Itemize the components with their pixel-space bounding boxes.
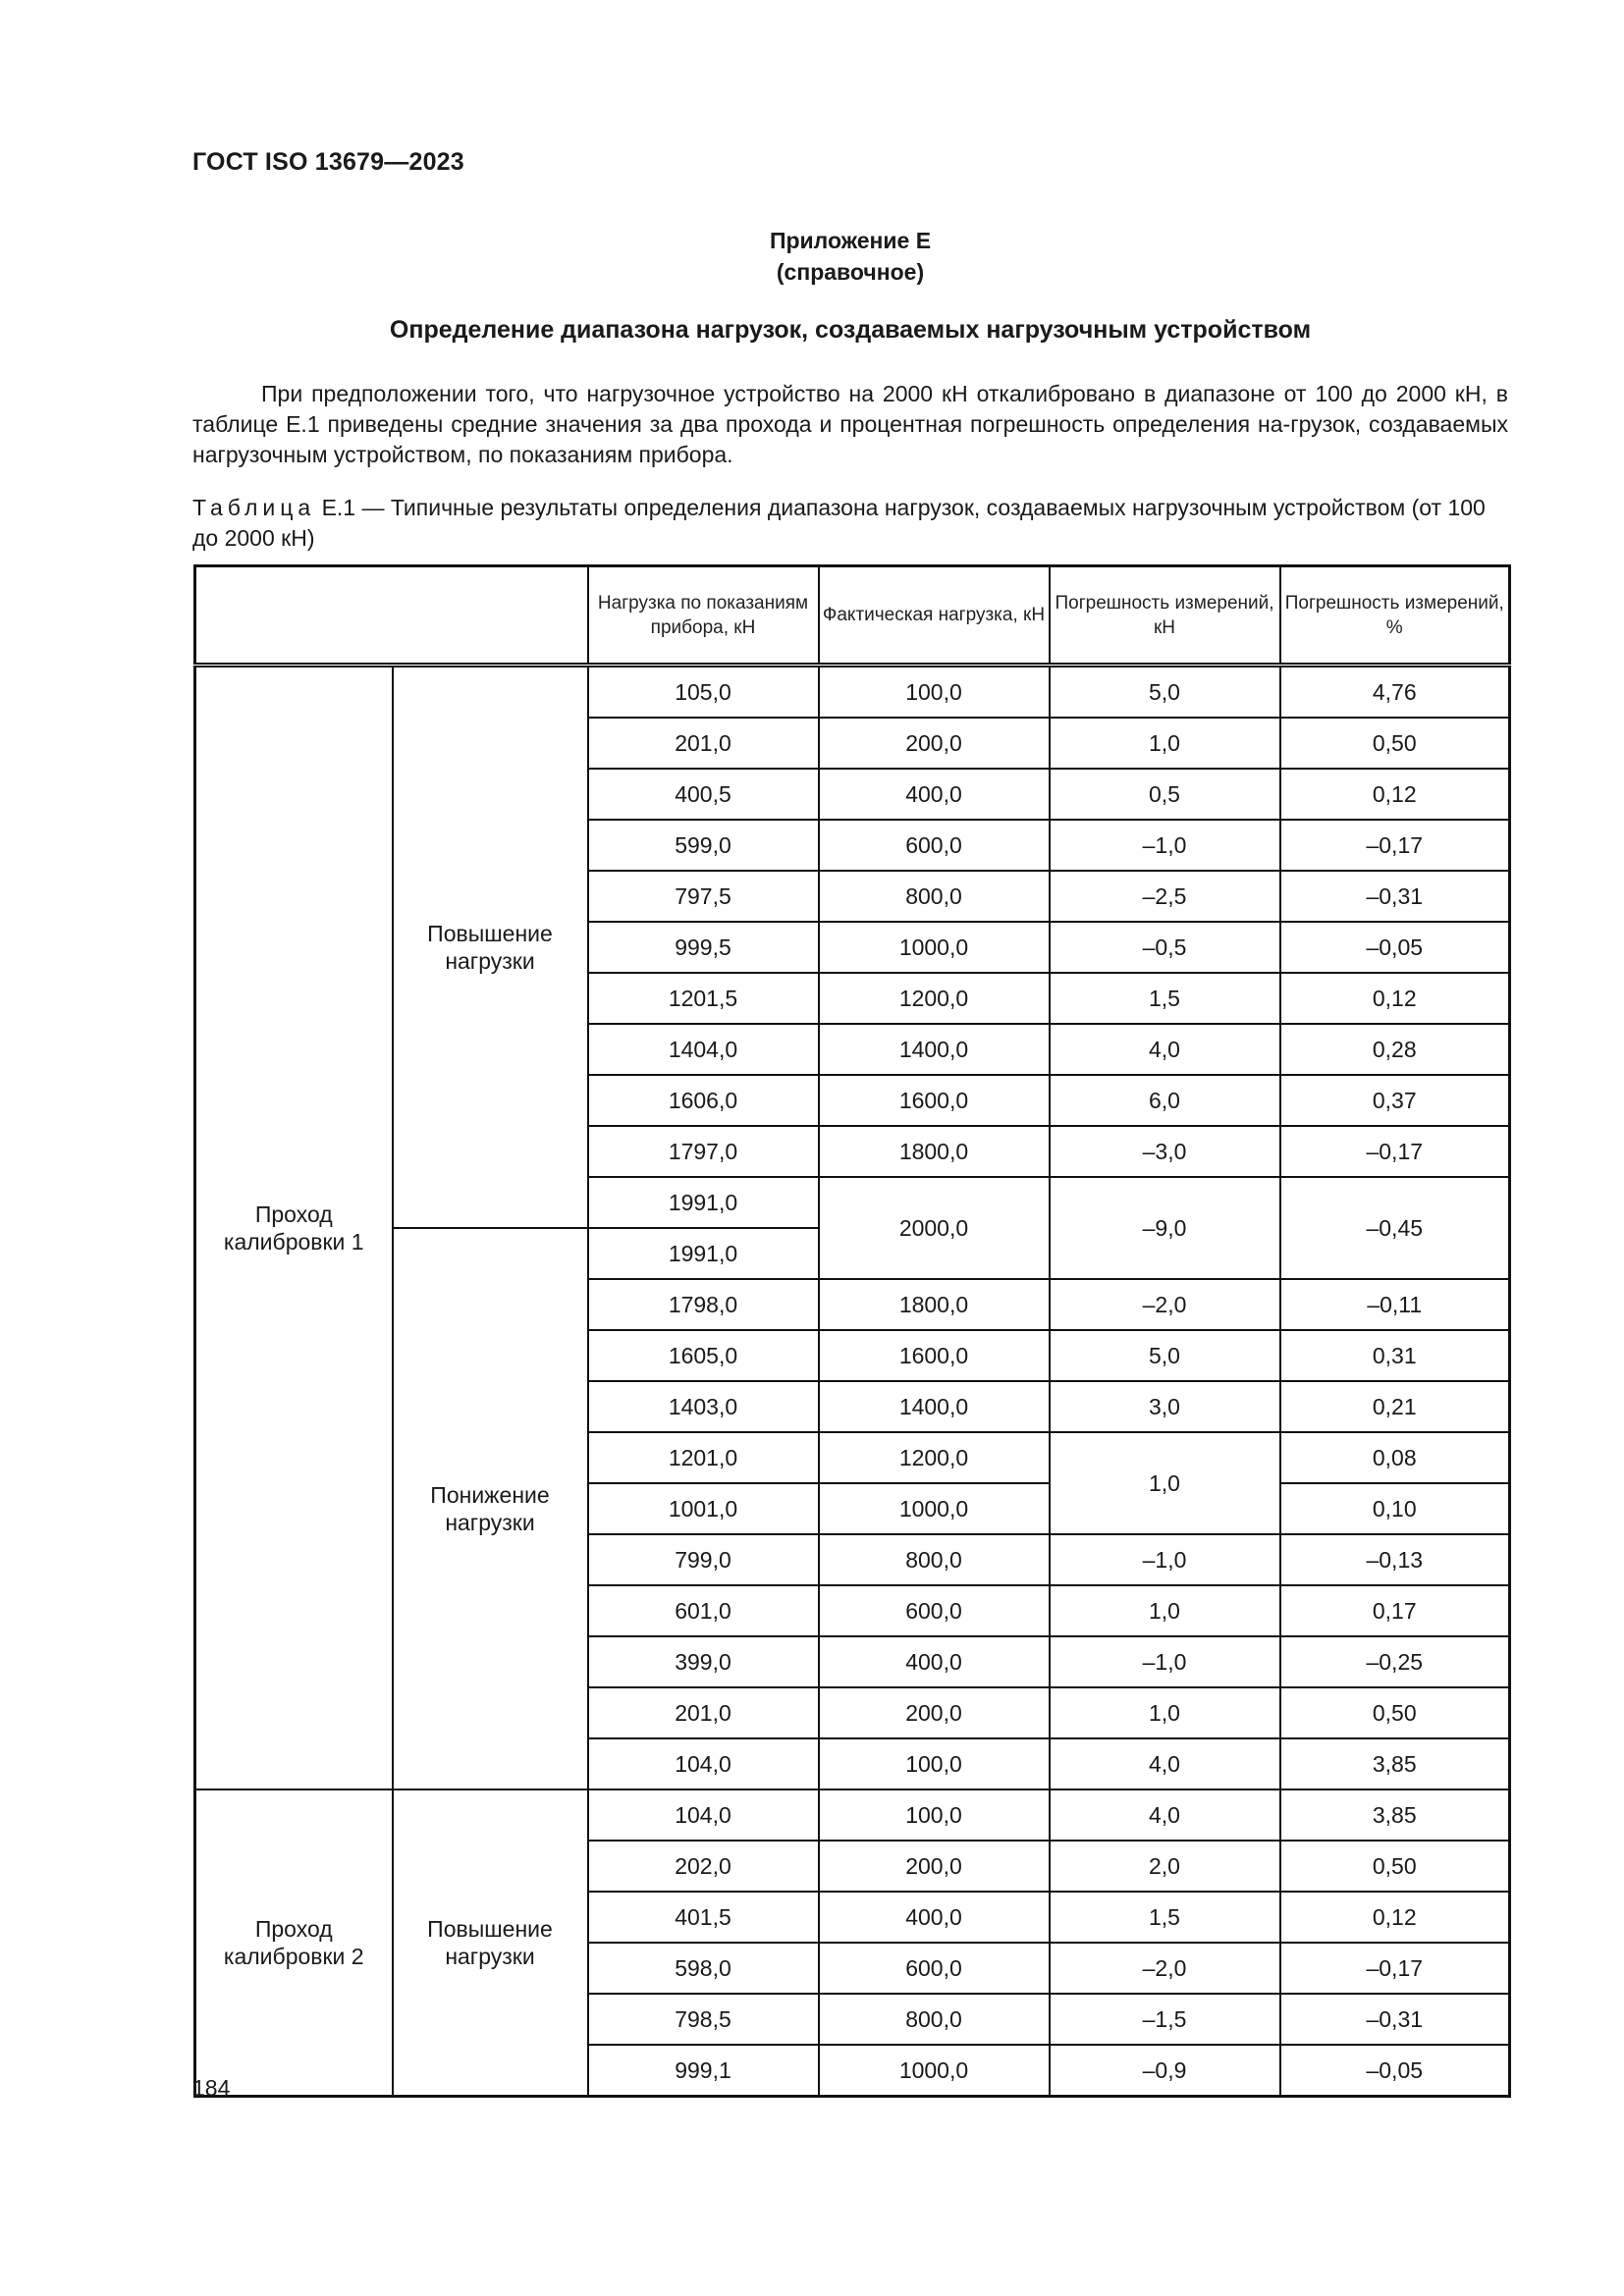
cell-actual: 800,0 [819, 1534, 1050, 1585]
cell-indicated: 999,1 [588, 2045, 819, 2097]
cell-error-kn: 1,0 [1050, 718, 1280, 769]
appendix-title: Приложение Е [769, 228, 932, 253]
cell-indicated: 1797,0 [588, 1126, 819, 1177]
cell-actual: 1000,0 [819, 1483, 1050, 1534]
cell-error-percent: 0,12 [1280, 769, 1510, 820]
group-increase-1: Повышение нагрузки [393, 666, 588, 1229]
header-blank-cell [195, 566, 588, 666]
cell-error-percent: 0,31 [1280, 1330, 1510, 1381]
cell-indicated: 1201,0 [588, 1432, 819, 1483]
cell-indicated: 401,5 [588, 1892, 819, 1943]
cell-indicated: 798,5 [588, 1994, 819, 2045]
document-header: ГОСТ ISO 13679—2023 [192, 148, 464, 176]
header-error-percent: Погрешность измерений, % [1280, 566, 1510, 666]
cell-actual: 200,0 [819, 1687, 1050, 1738]
cell-error-kn: 2,0 [1050, 1841, 1280, 1892]
cell-error-percent: 4,76 [1280, 666, 1510, 719]
cell-error-percent: 0,08 [1280, 1432, 1510, 1483]
cell-actual: 100,0 [819, 1738, 1050, 1789]
cell-actual: 800,0 [819, 1994, 1050, 2045]
cell-indicated: 105,0 [588, 666, 819, 719]
cell-actual: 1800,0 [819, 1126, 1050, 1177]
cell-indicated: 104,0 [588, 1738, 819, 1789]
group-decrease-1: Понижение нагрузки [393, 1228, 588, 1789]
table-caption-prefix: Таблица [192, 495, 316, 520]
cell-error-kn: 4,0 [1050, 1789, 1280, 1841]
cell-error-kn: 3,0 [1050, 1381, 1280, 1432]
header-actual-load: Фактическая нагрузка, кН [819, 566, 1050, 666]
cell-error-kn: –1,0 [1050, 1636, 1280, 1687]
cell-error-percent: –0,13 [1280, 1534, 1510, 1585]
cell-error-percent: 0,17 [1280, 1585, 1510, 1636]
table-caption-text: Е.1 — Типичные результаты определения диапазона нагрузок, создаваемых нагрузочным устройством (от 100 до 2000 кН) [192, 495, 1486, 551]
cell-error-percent: 0,10 [1280, 1483, 1510, 1534]
cell-error-percent: 0,21 [1280, 1381, 1510, 1432]
cell-error-kn: 1,0 [1050, 1585, 1280, 1636]
cell-error-percent: 0,28 [1280, 1024, 1510, 1075]
cell-actual: 200,0 [819, 1841, 1050, 1892]
cell-actual: 1600,0 [819, 1075, 1050, 1126]
header-indicated-load: Нагрузка по показаниям прибора, кН [588, 566, 819, 666]
appendix-heading [192, 225, 1508, 288]
cell-error-percent: –0,31 [1280, 871, 1510, 922]
section-title: Определение диапазона нагрузок, создаваемых нагрузочным устройством [389, 316, 1312, 344]
cell-error-kn: –2,0 [1050, 1279, 1280, 1330]
cell-actual: 800,0 [819, 871, 1050, 922]
cell-error-percent: –0,05 [1280, 922, 1510, 973]
results-table [193, 564, 1511, 2098]
cell-actual: 600,0 [819, 1943, 1050, 1994]
cell-actual: 1400,0 [819, 1024, 1050, 1075]
cell-error-kn: 5,0 [1050, 1330, 1280, 1381]
cell-error-percent: 3,85 [1280, 1738, 1510, 1789]
cell-error-percent: –0,11 [1280, 1279, 1510, 1330]
cell-error-kn: –1,5 [1050, 1994, 1280, 2045]
cell-error-kn: 6,0 [1050, 1075, 1280, 1126]
cell-actual: 1000,0 [819, 922, 1050, 973]
cell-error-percent: 0,50 [1280, 1841, 1510, 1892]
cell-actual: 1800,0 [819, 1279, 1050, 1330]
cell-indicated: 1403,0 [588, 1381, 819, 1432]
intro-paragraph: При предположении того, что нагрузочное устройство на 2000 кН откалибровано в диапазоне от 100 до 2000 кН, в таблице Е.1 приведены средние значения за два прохода и процентная погрешность определения на-грузок, создаваемых нагрузочным устройством, по показаниям прибора. [192, 381, 1508, 467]
cell-actual: 100,0 [819, 666, 1050, 719]
group-increase-2: Повышение нагрузки [393, 1789, 588, 2097]
cell-error-kn: 1,5 [1050, 973, 1280, 1024]
header-error-kn: Погрешность измерений, кН [1050, 566, 1280, 666]
table-row [195, 666, 1510, 719]
cell-indicated: 1798,0 [588, 1279, 819, 1330]
cell-indicated: 1991,0 [588, 1228, 819, 1279]
cell-indicated: 1404,0 [588, 1024, 819, 1075]
cell-indicated: 202,0 [588, 1841, 819, 1892]
table-header-row [195, 566, 1510, 666]
cell-error-percent: –0,31 [1280, 1994, 1510, 2045]
cell-error-percent: –0,17 [1280, 820, 1510, 871]
cell-indicated: 1605,0 [588, 1330, 819, 1381]
appendix-subtitle: (справочное) [776, 259, 925, 285]
cell-error-percent: 0,12 [1280, 973, 1510, 1024]
cell-actual: 600,0 [819, 820, 1050, 871]
cell-error-kn: –0,9 [1050, 2045, 1280, 2097]
cell-indicated: 999,5 [588, 922, 819, 973]
cell-actual: 1200,0 [819, 1432, 1050, 1483]
cell-indicated: 400,5 [588, 769, 819, 820]
cell-actual: 1200,0 [819, 973, 1050, 1024]
cell-indicated: 1001,0 [588, 1483, 819, 1534]
cell-actual: 1600,0 [819, 1330, 1050, 1381]
cell-indicated: 599,0 [588, 820, 819, 871]
group-pass-2: Проход калибровки 2 [195, 1789, 393, 2097]
cell-actual: 400,0 [819, 1636, 1050, 1687]
cell-error-percent: 0,37 [1280, 1075, 1510, 1126]
table-row [195, 1789, 1510, 1841]
cell-error-kn: 1,5 [1050, 1892, 1280, 1943]
cell-error-kn: 1,0 [1050, 1687, 1280, 1738]
cell-indicated: 799,0 [588, 1534, 819, 1585]
cell-indicated: 104,0 [588, 1789, 819, 1841]
cell-error-kn: –0,5 [1050, 922, 1280, 973]
cell-error-percent: –0,25 [1280, 1636, 1510, 1687]
cell-indicated: 598,0 [588, 1943, 819, 1994]
table-caption [192, 493, 1508, 554]
cell-error-kn: –1,0 [1050, 1534, 1280, 1585]
cell-error-percent: 3,85 [1280, 1789, 1510, 1841]
cell-error-percent: 0,50 [1280, 718, 1510, 769]
cell-error-kn: 0,5 [1050, 769, 1280, 820]
cell-error-kn: –2,5 [1050, 871, 1280, 922]
cell-actual: 2000,0 [819, 1177, 1050, 1279]
cell-error-percent: –0,17 [1280, 1126, 1510, 1177]
cell-error-percent: 0,50 [1280, 1687, 1510, 1738]
group-pass-1: Проход калибровки 1 [195, 666, 393, 1790]
cell-indicated: 201,0 [588, 1687, 819, 1738]
cell-error-kn: 5,0 [1050, 666, 1280, 719]
cell-actual: 1000,0 [819, 2045, 1050, 2097]
cell-actual: 400,0 [819, 1892, 1050, 1943]
cell-actual: 1400,0 [819, 1381, 1050, 1432]
page-number: 184 [192, 2075, 231, 2101]
cell-actual: 600,0 [819, 1585, 1050, 1636]
cell-indicated: 1991,0 [588, 1177, 819, 1228]
cell-error-kn: –3,0 [1050, 1126, 1280, 1177]
cell-actual: 100,0 [819, 1789, 1050, 1841]
cell-indicated: 399,0 [588, 1636, 819, 1687]
cell-error-percent: 0,12 [1280, 1892, 1510, 1943]
cell-error-percent: –0,45 [1280, 1177, 1510, 1279]
cell-error-kn: 1,0 [1050, 1432, 1280, 1534]
cell-indicated: 601,0 [588, 1585, 819, 1636]
cell-indicated: 1606,0 [588, 1075, 819, 1126]
cell-error-percent: –0,17 [1280, 1943, 1510, 1994]
cell-error-kn: –9,0 [1050, 1177, 1280, 1279]
cell-actual: 200,0 [819, 718, 1050, 769]
cell-error-kn: 4,0 [1050, 1738, 1280, 1789]
cell-error-kn: –2,0 [1050, 1943, 1280, 1994]
cell-indicated: 797,5 [588, 871, 819, 922]
cell-error-kn: 4,0 [1050, 1024, 1280, 1075]
cell-indicated: 1201,5 [588, 973, 819, 1024]
cell-error-kn: –1,0 [1050, 820, 1280, 871]
cell-error-percent: –0,05 [1280, 2045, 1510, 2097]
cell-indicated: 201,0 [588, 718, 819, 769]
cell-actual: 400,0 [819, 769, 1050, 820]
